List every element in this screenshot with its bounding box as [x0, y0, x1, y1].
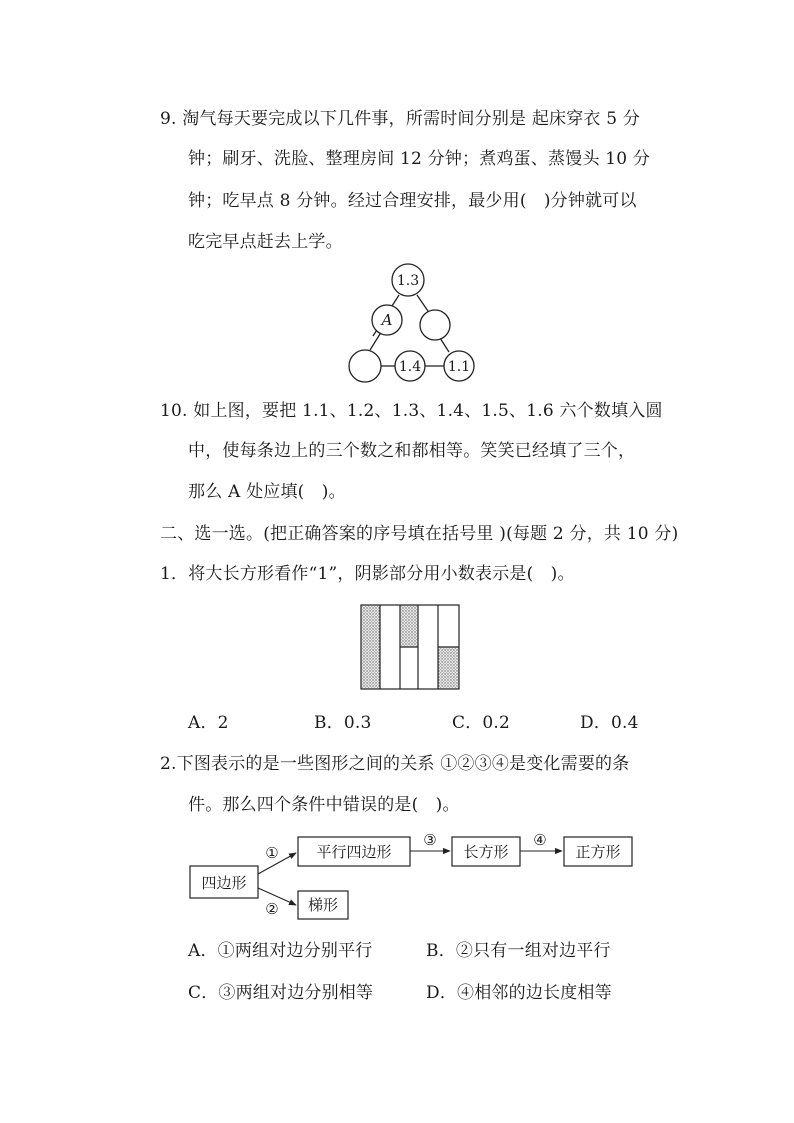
circle-left-mid-label: A	[381, 311, 393, 329]
s2q1-option-c: C．0.2	[452, 713, 511, 733]
shaded-cell-top	[400, 605, 418, 647]
label-square: 正方形	[575, 843, 621, 861]
q9-line-2: 钟；刷牙、洗脸、整理房间 12 分钟；煮鸡蛋、蒸馒头 10 分	[188, 149, 651, 169]
s2q1-number: 1．	[160, 564, 189, 584]
triangle-diagram	[340, 262, 480, 387]
section-2-title: 二、选一选。(把正确答案的序号填在括号里 )(每题 2 分，共 10 分)	[160, 524, 679, 544]
circle-bottom-right-label: 1.1	[447, 359, 471, 375]
label-parallelogram: 平行四边形	[316, 843, 392, 861]
q9-text-1: 淘气每天要完成以下几件事，所需时间分别是 起床穿衣 5 分	[182, 109, 641, 129]
s2q1-option-a: A．2	[188, 713, 229, 733]
triangle-edge-left-lower	[370, 334, 380, 350]
s2q2-number: 2.	[160, 754, 177, 774]
s2q1-line	[160, 563, 575, 585]
label-quadrilateral: 四边形	[201, 874, 247, 892]
circle-top-label: 1.3	[396, 273, 420, 289]
label-trapezoid: 梯形	[307, 896, 339, 914]
s2q2-option-b: B．②只有一组对边平行	[426, 941, 611, 961]
q9-number: 9.	[160, 109, 177, 129]
s2q2-line-2: 件。那么四个条件中错误的是( )。	[188, 795, 460, 815]
q9-line-1	[160, 108, 640, 130]
condition-4: ④	[533, 831, 547, 849]
s2q1-option-d: D．0.4	[580, 713, 639, 733]
s2q2-line-1	[160, 753, 629, 775]
shaded-strip-left	[361, 605, 380, 689]
s2q2-option-d: D．④相邻的边长度相等	[426, 983, 612, 1003]
s2q2-option-a: A．①两组对边分别平行	[188, 941, 373, 961]
condition-2: ②	[265, 900, 279, 918]
q9-line-3: 钟；吃早点 8 分钟。经过合理安排，最少用( )分钟就可以	[188, 191, 637, 211]
shape-relationship-diagram	[188, 828, 638, 923]
shaded-cell-bottom-right	[438, 647, 459, 689]
s2q2-option-c: C．③两组对边分别相等	[188, 983, 374, 1003]
s2q1-option-b: B．0.3	[314, 713, 372, 733]
circle-bottom-mid-label: 1.4	[398, 359, 422, 375]
q10-number: 10.	[160, 401, 188, 421]
q10-line-3: 那么 A 处应填( )。	[188, 482, 346, 502]
triangle-edge-right-lower	[440, 338, 449, 352]
label-rectangle: 长方形	[463, 843, 509, 861]
circle-bottom-left	[349, 350, 381, 382]
s2q1-text: 将大长方形看作“1”，阴影部分用小数表示是( )。	[188, 564, 575, 584]
condition-1: ①	[265, 844, 279, 862]
rectangle-figure	[360, 604, 460, 690]
q10-text-1: 如上图，要把 1.1、1.2、1.3、1.4、1.5、1.6 六个数填入圆	[193, 401, 663, 421]
s2q2-text-1: 下图表示的是一些图形之间的关系 ①②③④是变化需要的条	[176, 754, 630, 774]
q9-line-4: 吃完早点赶去上学。	[188, 232, 343, 252]
circle-right-mid	[420, 310, 450, 340]
q10-line-2: 中，使每条边上的三个数之和都相等。笑笑已经填了三个，	[188, 441, 636, 461]
q10-line-1	[160, 400, 663, 422]
condition-3: ③	[423, 831, 437, 849]
